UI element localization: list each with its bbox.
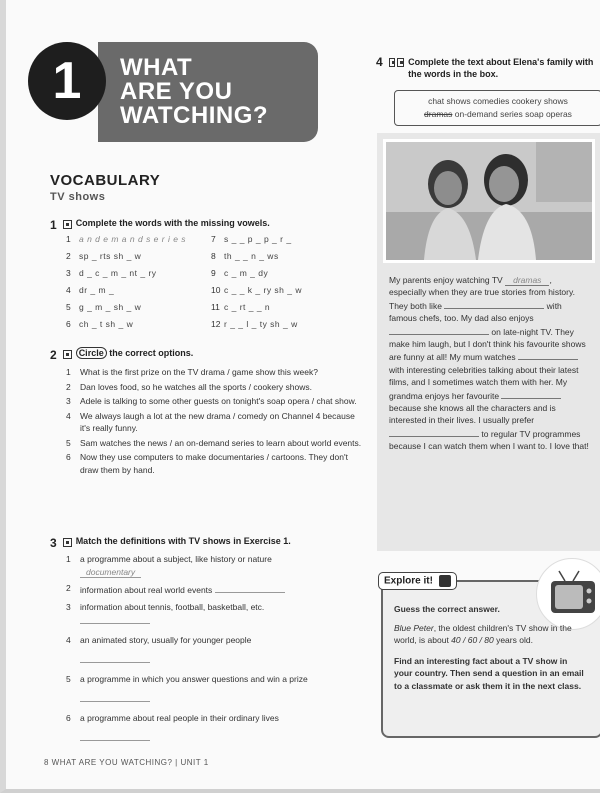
pointer-hand-icon [439, 575, 451, 587]
ex1-item[interactable]: d _ c _ m _ nt _ ry [79, 268, 157, 278]
item-number: 3 [66, 396, 71, 406]
item-number: 5 [66, 673, 71, 684]
item-number: 5 [66, 302, 71, 312]
answer-field[interactable] [80, 652, 150, 663]
exercise-icon [397, 58, 404, 67]
story-text-part: to regular TV programmes because I can watch them when I want to. I love that! [389, 428, 589, 452]
list-item[interactable] [66, 451, 366, 476]
item-text: a programme about a subject, like history or nature [80, 554, 272, 564]
story-text-part: because she knows all the characters and is interested in their lives. I usually prefer [389, 403, 556, 426]
list-item [66, 582, 366, 597]
item-number: 1 [66, 554, 71, 564]
answer-field[interactable] [80, 730, 150, 741]
exercise-4-instruction: Complete the text about Elena's family with the words in the box. [408, 57, 594, 79]
list-item[interactable] [66, 395, 366, 408]
ex1-item[interactable]: dr _ m _ [79, 285, 115, 295]
story-text-part: with famous chefs, too. My dad also enjoys [389, 300, 562, 324]
explore-content [394, 603, 584, 692]
story-blank-6[interactable] [389, 427, 479, 437]
item-number: 9 [211, 268, 216, 278]
item-text: Sam watches the news / an on-demand series to learn about world events. [80, 437, 362, 448]
exercise-3-heading [50, 536, 291, 550]
circle-keyword: Circle [76, 347, 107, 359]
answer-field[interactable] [215, 582, 285, 593]
story-blank-4[interactable] [518, 350, 578, 360]
item-number: 12 [211, 319, 221, 329]
story-blank-5[interactable] [501, 389, 561, 399]
ex1-item[interactable]: r _ _ l _ ty sh _ w [224, 319, 298, 329]
item-number: 2 [66, 381, 71, 392]
item-number: 11 [211, 302, 220, 312]
exercise-1-heading [50, 218, 270, 232]
vocabulary-heading: VOCABULARY [50, 172, 161, 189]
list-item [66, 673, 366, 706]
exercise-icon [63, 350, 72, 359]
item-number: 5 [66, 437, 71, 448]
item-number: 10 [211, 285, 221, 295]
photo-illustration [386, 142, 592, 260]
item-text: Now they use computers to make documentaries / cartoons. They don't draw them by hand. [80, 452, 348, 475]
show-name: Blue Peter [394, 622, 434, 633]
ex1-item[interactable]: s _ _ p _ p _ r _ [224, 234, 292, 244]
exercise-4-number: 4 [376, 55, 383, 69]
list-item[interactable] [66, 437, 366, 450]
item-number: 3 [66, 601, 71, 612]
explore-question-text: , the oldest children's TV show in the world, is about [394, 622, 572, 645]
item-text: a programme in which you answer questions and win a prize [80, 673, 308, 684]
story-text [389, 274, 589, 453]
item-number: 1 [66, 367, 71, 377]
item-number: 6 [66, 452, 71, 462]
exercise-3-instruction: Match the definitions with TV shows in Exercise 1. [75, 536, 291, 546]
item-text: information about tennis, football, basketball, etc. [80, 601, 265, 612]
explore-it-text: Explore it! [384, 575, 433, 587]
item-number: 4 [66, 634, 71, 645]
vocabulary-subheading: TV shows [50, 191, 106, 203]
word-box-line-2: on-demand series soap operas [452, 109, 572, 119]
unit-title-line-1: WHAT [120, 54, 193, 81]
ex1-item[interactable]: sp _ rts sh _ w [79, 251, 142, 261]
unit-title [98, 42, 318, 142]
item-text: Dan loves food, so he watches all the sports / cookery shows. [80, 381, 312, 392]
story-blank-2[interactable] [444, 299, 544, 309]
unit-number-badge: 1 [28, 42, 106, 120]
exercise-1-items [66, 234, 356, 336]
story-text-part: on late-night TV. They make him laugh, but I don't think his favourite shows are funny at all! My mum watches [389, 326, 586, 363]
list-item[interactable] [66, 366, 366, 379]
exercise-1-instruction: Complete the words with the missing vowels. [75, 218, 270, 228]
item-number: 1 [66, 234, 71, 244]
list-item [66, 601, 366, 628]
story-blank-3[interactable] [389, 325, 489, 335]
story-text-part: My parents enjoy watching TV [389, 275, 503, 285]
exercise-2-instruction: the correct options. [106, 348, 194, 358]
ex1-item-answer: a n d e m a n d s e r i e s [79, 234, 187, 244]
explore-question-title: Guess the correct answer. [394, 604, 500, 614]
list-item[interactable] [66, 410, 366, 435]
item-text: an animated story, usually for younger people [80, 634, 252, 645]
exercise-1-number: 1 [50, 218, 57, 232]
item-text: Adele is talking to some other guests on tonight's soap opera / chat show. [80, 396, 357, 406]
exercise-icon [63, 220, 72, 229]
word-crossed-out: dramas [424, 109, 453, 119]
exercise-4-heading [376, 56, 596, 80]
answer-options[interactable]: 40 / 60 / 80 [451, 635, 494, 645]
list-item[interactable] [66, 381, 366, 394]
explore-task: Find an interesting fact about a TV show in your country. Then send a question in an email to a classmate or ask them it in the next class. [394, 655, 584, 691]
list-item [66, 553, 366, 578]
exercise-2-number: 2 [50, 348, 57, 362]
exercise-2-items [66, 366, 366, 478]
exercise-3-number: 3 [50, 536, 57, 550]
item-number: 6 [66, 319, 71, 329]
ex1-item[interactable]: ch _ t sh _ w [79, 319, 134, 329]
answer-field[interactable]: documentary [80, 567, 141, 578]
story-text-part: with interesting celebrities talking about their latest films, and I sometimes watch them with her. My grandma enjoys her favourite [389, 364, 579, 401]
ex1-item[interactable]: c _ m _ dy [224, 268, 269, 278]
ex1-item[interactable]: th _ _ n _ ws [224, 251, 279, 261]
unit-title-line-3: WATCHING? [120, 102, 269, 129]
item-text: a programme about real people in their ordinary lives [80, 712, 279, 723]
item-number: 4 [66, 285, 71, 295]
explore-it-label [378, 572, 457, 590]
item-text: What is the first prize on the TV drama / game show this week? [80, 367, 318, 377]
page-footer: 8 WHAT ARE YOU WATCHING? | UNIT 1 [44, 758, 209, 767]
unit-title-line-2: ARE YOU [120, 78, 233, 105]
item-number: 2 [66, 583, 71, 593]
answer-field[interactable] [80, 691, 150, 702]
exercise-icon [389, 58, 396, 67]
ex1-item[interactable]: c _ _ k _ ry sh _ w [224, 285, 302, 295]
explore-question-end: years old. [493, 635, 533, 645]
item-number: 3 [66, 268, 71, 278]
word-box-line-1: chat shows comedies cookery shows [428, 96, 568, 106]
item-number: 8 [211, 251, 216, 261]
list-item [66, 634, 366, 667]
exercise-2-heading [50, 348, 193, 362]
item-number: 6 [66, 712, 71, 723]
exercise-icon [63, 538, 72, 547]
ex1-item[interactable]: g _ m _ sh _ w [79, 302, 142, 312]
exercise-3-items [66, 553, 366, 747]
photo-two-women-watching-tv [383, 139, 595, 263]
list-item [66, 712, 366, 745]
item-number: 4 [66, 410, 71, 421]
ex1-item[interactable]: c _ rt _ _ n [224, 302, 271, 312]
story-text-part: , especially when they are true stories from history. They both like [389, 275, 575, 311]
story-blank-1[interactable]: dramas [505, 275, 549, 286]
item-number: 2 [66, 251, 71, 261]
answer-field[interactable] [80, 613, 150, 624]
word-box [394, 90, 600, 126]
item-number: 7 [211, 234, 216, 244]
item-text: information about real world events [80, 585, 213, 595]
item-text: We always laugh a lot at the new drama / comedy on Channel 4 because it's really funny. [80, 410, 355, 433]
